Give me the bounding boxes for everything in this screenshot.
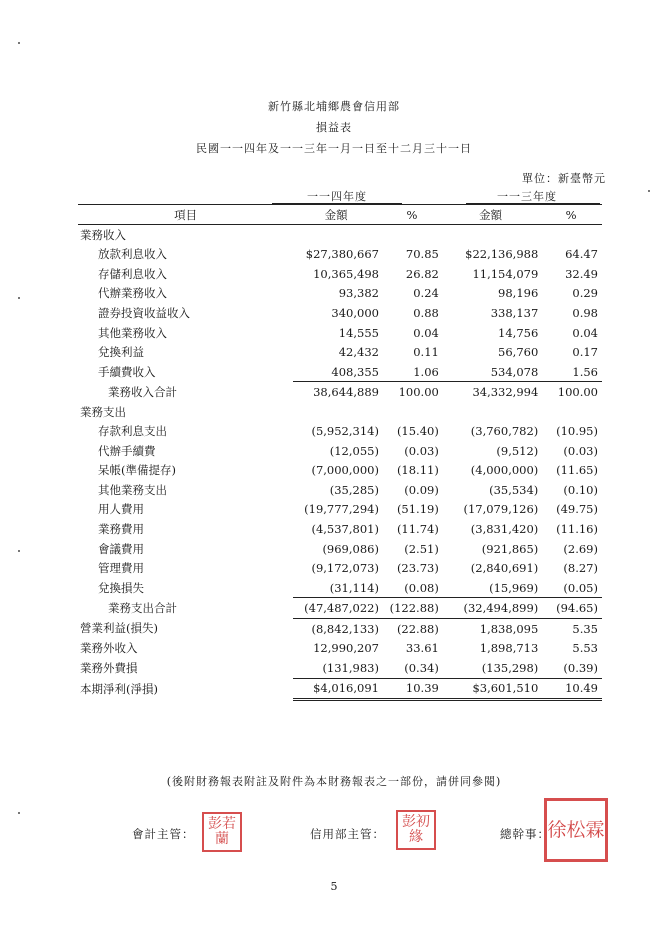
footnote: (後附財務報表附註及附件為本財務報表之一部份，請併同參閱)	[166, 775, 502, 788]
pct-114: (15.40)	[396, 424, 439, 439]
pct-113: (11.16)	[556, 521, 598, 536]
row-label: 證券投資收益收入	[98, 305, 190, 320]
table-row	[78, 303, 602, 323]
amount-114: (969,086)	[322, 541, 379, 556]
row-label: 手續費收入	[98, 364, 156, 379]
pct-113: 32.49	[565, 266, 598, 281]
pct-113: (0.39)	[544, 658, 602, 678]
pct-114: 0.11	[413, 345, 439, 360]
pct-114: (122.88)	[385, 598, 443, 619]
amount-114: (8,842,133)	[311, 621, 379, 636]
amount-114: (19,777,294)	[304, 502, 379, 517]
row-label: 營業利益(損失)	[80, 621, 158, 636]
table-row	[78, 362, 602, 382]
amount-113	[443, 402, 544, 422]
table-row	[78, 421, 602, 441]
pct-114	[385, 225, 443, 245]
amount-113: (32,494,899)	[443, 598, 544, 619]
pct-113: (49.75)	[556, 502, 598, 517]
table-row	[78, 598, 602, 619]
pct-113: 0.29	[572, 286, 598, 301]
row-label: 放款利息收入	[98, 247, 167, 262]
pct-113: (94.65)	[544, 598, 602, 619]
pct-114: 0.04	[413, 325, 439, 340]
accounting-supervisor-seal: 彭若蘭	[202, 812, 242, 852]
amount-113	[443, 225, 544, 245]
table-row	[78, 323, 602, 343]
row-label: 代辦手續費	[98, 443, 156, 458]
table-row	[78, 245, 602, 265]
pct-113	[544, 225, 602, 245]
amount-113: (9,512)	[496, 443, 539, 458]
amount-114: $4,016,091	[293, 678, 385, 700]
table-row	[78, 480, 602, 500]
pct-113: 100.00	[557, 385, 598, 400]
amount-113: (135,298)	[443, 658, 544, 678]
amount-114: 93,382	[338, 286, 379, 301]
row-label: 存款利息支出	[98, 424, 167, 439]
table-row	[78, 461, 602, 481]
pct-113: (0.03)	[563, 443, 598, 458]
row-label: 呆帳(準備提存)	[98, 463, 176, 478]
year-113-heading: 一一三年度	[497, 190, 557, 203]
amount-114: 42,432	[338, 345, 379, 360]
row-label: 代辦業務收入	[98, 286, 167, 301]
amount-113: (4,000,000)	[470, 463, 539, 478]
amount-114: (7,000,000)	[311, 463, 379, 478]
row-label: 業務外費損	[80, 661, 138, 676]
row-label: 業務支出	[80, 404, 126, 419]
pct-113: 10.49	[544, 678, 602, 700]
pct-114-header: %	[385, 205, 443, 225]
general-manager-label: 總幹事：	[500, 827, 550, 841]
page-number: 5	[330, 880, 338, 893]
pct-114: (0.09)	[404, 482, 439, 497]
amount-114: (35,285)	[329, 482, 379, 497]
pct-114: 10.39	[385, 678, 443, 700]
pct-114: 70.85	[405, 247, 439, 262]
year-114-heading: 一一四年度	[307, 190, 367, 203]
amount-113: 534,078	[443, 362, 544, 382]
amount-114: (5,952,314)	[311, 424, 379, 439]
pct-114: (22.88)	[396, 621, 439, 636]
amount-113: 56,760	[498, 345, 539, 360]
pct-113: 0.17	[572, 345, 598, 360]
amount-114: 340,000	[331, 305, 379, 320]
amount-114	[293, 402, 385, 422]
amount-114: (131,983)	[293, 658, 385, 678]
income-statement-table	[78, 205, 602, 701]
table-row	[78, 539, 602, 559]
pct-113: 5.35	[572, 621, 598, 636]
pct-114: (0.03)	[404, 443, 439, 458]
pct-114: (0.34)	[385, 658, 443, 678]
amount-114: (31,114)	[293, 578, 385, 598]
amount-114: (4,537,801)	[311, 521, 379, 536]
reporting-period: 民國一一四年及一一三年一月一日至十二月三十一日	[196, 142, 472, 155]
pct-113: 64.47	[565, 247, 598, 262]
pct-114: 0.88	[413, 305, 439, 320]
amount-113-header: 金額	[443, 205, 544, 225]
organization-name: 新竹縣北埔鄉農會信用部	[268, 100, 400, 113]
table-row	[78, 658, 602, 678]
amount-113: (35,534)	[489, 482, 539, 497]
pct-114: 1.06	[385, 362, 443, 382]
table-row	[78, 382, 602, 402]
amount-113: 1,838,095	[479, 621, 539, 636]
pct-113: (0.10)	[563, 482, 598, 497]
table-row	[78, 618, 602, 638]
pct-113-header: %	[544, 205, 602, 225]
pct-114: 100.00	[398, 385, 439, 400]
table-row	[78, 402, 602, 422]
amount-114: 38,644,889	[313, 385, 379, 400]
table-row	[78, 342, 602, 362]
scan-dot	[18, 297, 20, 299]
row-label: 業務收入	[80, 227, 126, 242]
table-row	[78, 678, 602, 700]
pct-114: (18.11)	[396, 463, 439, 478]
pct-114: 26.82	[405, 266, 439, 281]
amount-113: (17,079,126)	[463, 502, 539, 517]
amount-114: (9,172,073)	[311, 561, 379, 576]
row-label: 本期淨利(淨損)	[80, 681, 158, 696]
general-manager-seal: 徐松霖	[544, 798, 608, 862]
pct-113: (11.65)	[556, 463, 598, 478]
table-row	[78, 578, 602, 598]
credit-dept-head-label: 信用部主管：	[310, 827, 385, 841]
pct-114	[385, 402, 443, 422]
currency-unit: 單位：新臺幣元	[522, 172, 606, 185]
pct-114: (51.19)	[396, 502, 439, 517]
pct-113: 1.56	[544, 362, 602, 382]
scan-dot	[648, 190, 650, 192]
row-label: 會議費用	[98, 541, 144, 556]
table-row	[78, 284, 602, 304]
pct-113: (0.05)	[544, 578, 602, 598]
amount-113: (3,760,782)	[470, 424, 539, 439]
amount-114: 408,355	[293, 362, 385, 382]
row-label: 管理費用	[98, 561, 144, 576]
row-label: 兌換損失	[98, 580, 144, 595]
pct-114: 0.24	[413, 286, 439, 301]
row-label: 兌換利益	[98, 345, 144, 360]
item-column-header: 項目	[78, 205, 293, 225]
row-label: 其他業務收入	[98, 325, 167, 340]
statement-title: 損益表	[316, 121, 352, 134]
amount-113: (3,831,420)	[470, 521, 539, 536]
pct-113: 0.04	[572, 325, 598, 340]
amount-113: 34,332,994	[472, 385, 539, 400]
row-label: 業務支出合計	[108, 601, 177, 616]
amount-113: $3,601,510	[443, 678, 544, 700]
table-row	[78, 519, 602, 539]
amount-113: (2,840,691)	[470, 561, 539, 576]
pct-114: (0.08)	[385, 578, 443, 598]
row-label: 業務收入合計	[108, 384, 177, 399]
pct-113: (8.27)	[563, 561, 598, 576]
amount-113: 1,898,713	[479, 641, 539, 656]
scan-dot	[18, 42, 20, 44]
table-row	[78, 264, 602, 284]
amount-114: (47,487,022)	[293, 598, 385, 619]
pct-113: (10.95)	[556, 424, 598, 439]
credit-dept-head-seal: 彭初緣	[396, 810, 436, 850]
row-label: 業務外收入	[80, 641, 138, 656]
column-header-row	[78, 205, 602, 225]
amount-113: (921,865)	[481, 541, 539, 556]
table-row	[78, 441, 602, 461]
amount-114: $27,380,667	[305, 247, 379, 262]
row-label: 存儲利息收入	[98, 266, 167, 281]
amount-114-header: 金額	[293, 205, 385, 225]
table-row	[78, 500, 602, 520]
accounting-supervisor-label: 會計主管：	[132, 827, 195, 841]
pct-113	[544, 402, 602, 422]
amount-113: 98,196	[498, 286, 539, 301]
amount-114: 14,555	[338, 325, 379, 340]
pct-114: (23.73)	[396, 561, 439, 576]
amount-114	[293, 225, 385, 245]
table-row	[78, 638, 602, 658]
amount-113: (15,969)	[443, 578, 544, 598]
table-row	[78, 225, 602, 245]
scan-dot	[18, 812, 20, 814]
amount-114: 12,990,207	[313, 641, 379, 656]
row-label: 用人費用	[98, 502, 144, 517]
amount-113: 11,154,079	[472, 266, 539, 281]
scan-dot	[18, 550, 20, 552]
row-label: 業務費用	[98, 521, 144, 536]
row-label: 其他業務支出	[98, 482, 167, 497]
pct-114: (11.74)	[396, 521, 439, 536]
amount-113: 14,756	[498, 325, 539, 340]
pct-114: (2.51)	[404, 541, 439, 556]
amount-114: (12,055)	[329, 443, 379, 458]
pct-113: 0.98	[572, 305, 598, 320]
amount-114: 10,365,498	[313, 266, 379, 281]
pct-114: 33.61	[405, 641, 439, 656]
amount-113: 338,137	[490, 305, 539, 320]
table-row	[78, 558, 602, 578]
pct-113: (2.69)	[563, 541, 598, 556]
pct-113: 5.53	[572, 641, 598, 656]
amount-113: $22,136,988	[465, 247, 539, 262]
